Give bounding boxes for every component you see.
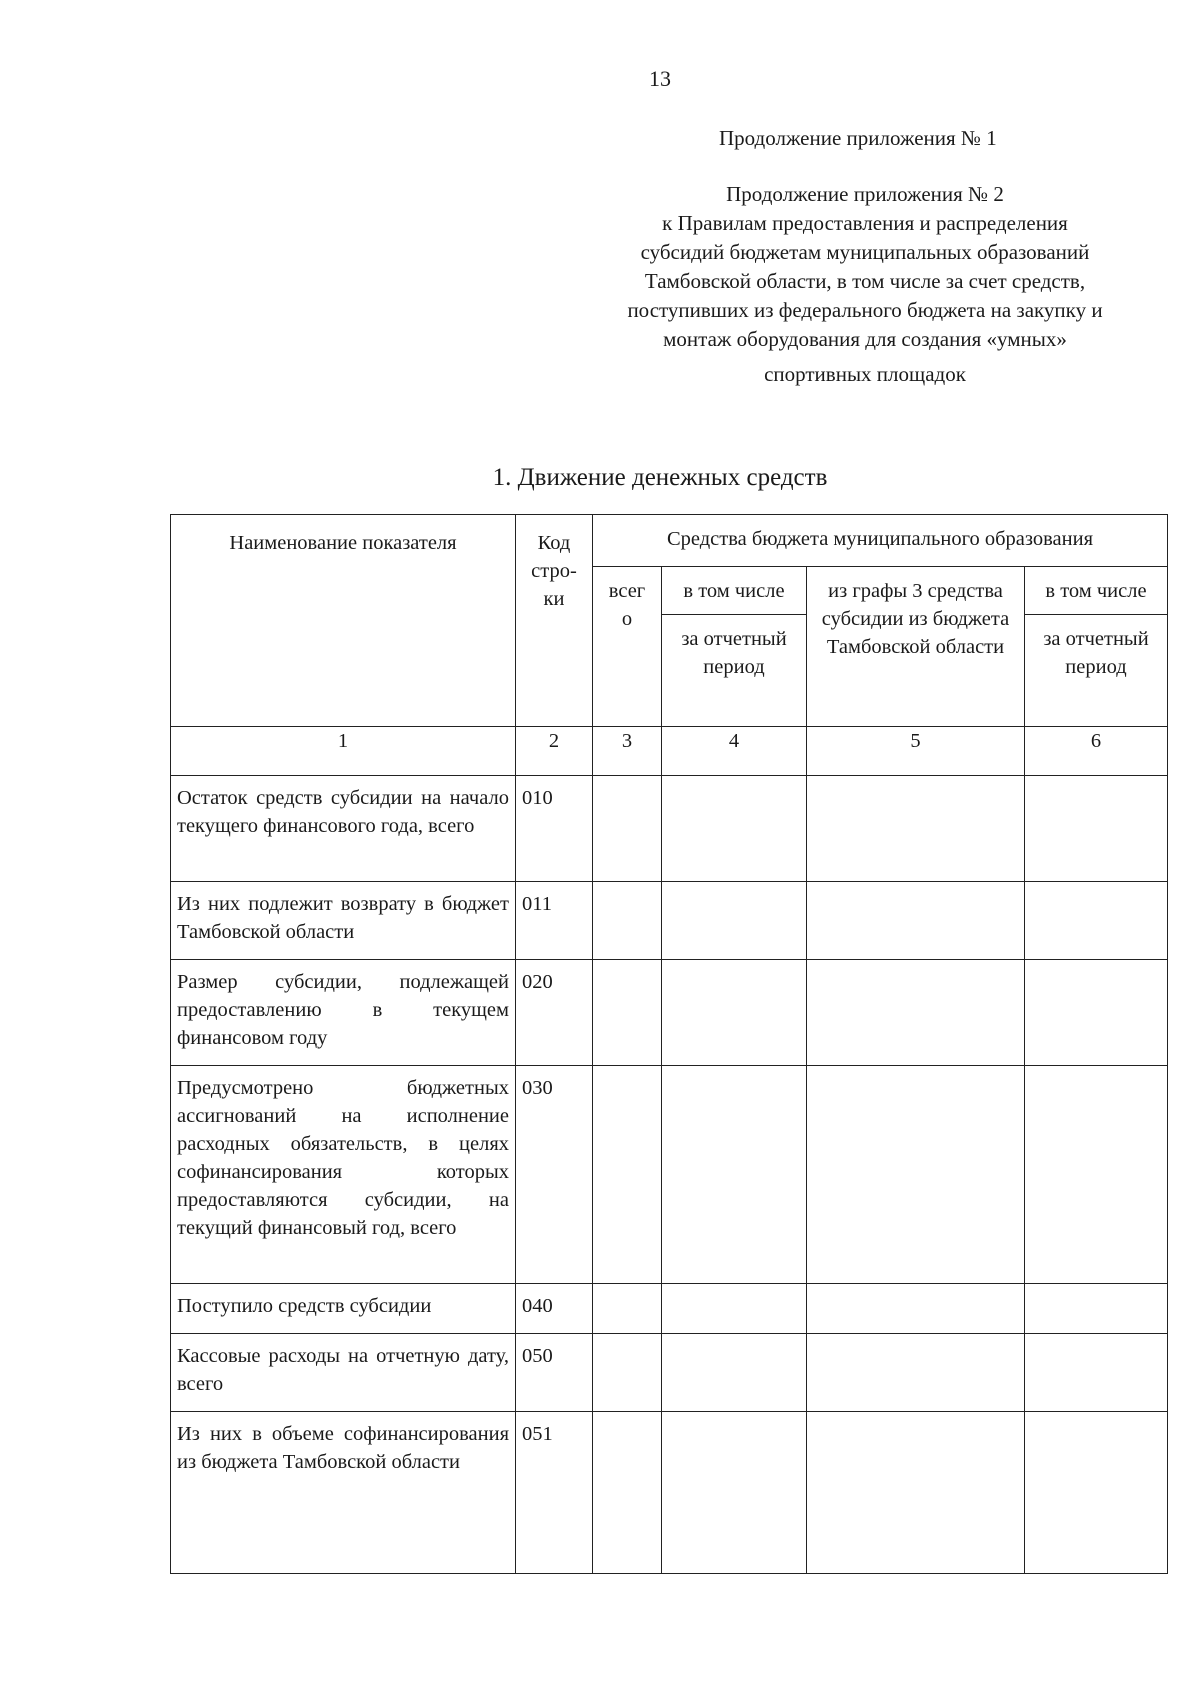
value-cell <box>662 1412 807 1574</box>
value-cell <box>593 1334 662 1412</box>
appendix-2-line: Продолжение приложения № 2 <box>726 182 1004 206</box>
value-cell <box>593 960 662 1066</box>
appendix-1-caption: Продолжение приложения № 1 <box>719 126 997 150</box>
value-cell <box>807 1284 1025 1334</box>
value-cell <box>593 1284 662 1334</box>
appendix-2-line: спортивных площадок <box>764 362 966 386</box>
header-municipal-budget: Средства бюджета муниципального образования <box>593 515 1168 567</box>
row-indicator-name: Размер субсидии, подлежащей предоставлению в текущем финансовом году <box>171 960 516 1066</box>
row-code: 020 <box>516 960 593 1066</box>
row-indicator-name: Кассовые расходы на отчетную дату, всего <box>171 1334 516 1412</box>
table-row <box>171 776 1168 882</box>
table-row <box>171 1412 1168 1574</box>
row-indicator-name: Поступило средств субсидии <box>171 1284 516 1334</box>
value-cell <box>807 1334 1025 1412</box>
value-cell <box>1025 1412 1168 1574</box>
table-row <box>171 1334 1168 1412</box>
value-cell <box>593 1412 662 1574</box>
table-row <box>171 882 1168 960</box>
appendix-2-line: Тамбовской области, в том числе за счет средств, <box>644 269 1086 293</box>
row-indicator-name: Остаток средств субсидии на начало текущего финансового года, всего <box>171 776 516 882</box>
value-cell <box>1025 960 1168 1066</box>
appendix-2-line: к Правилам предоставления и распределения <box>662 211 1068 235</box>
page-number: 13 <box>649 66 671 91</box>
value-cell <box>662 1284 807 1334</box>
row-indicator-name: Из них в объеме софинансирования из бюджета Тамбовской области <box>171 1412 516 1574</box>
appendix-2-caption <box>580 180 1150 389</box>
value-cell <box>1025 1066 1168 1284</box>
appendix-2-line: субсидий бюджетам муниципальных образований <box>640 240 1090 264</box>
header-subsidy-from-column-3: из графы 3 средства субсидии из бюджета Тамбовской области <box>807 567 1025 727</box>
header-including-2: в том числе <box>1025 567 1168 615</box>
table-row <box>171 1066 1168 1284</box>
appendix-2-line: монтаж оборудования для создания «умных» <box>663 327 1067 351</box>
row-code: 040 <box>516 1284 593 1334</box>
value-cell <box>807 882 1025 960</box>
value-cell <box>1025 1334 1168 1412</box>
header-for-period-2: за отчетный период <box>1025 615 1168 727</box>
row-indicator-name: Из них подлежит возврату в бюджет Тамбовской области <box>171 882 516 960</box>
column-number: 3 <box>593 727 662 776</box>
value-cell <box>593 776 662 882</box>
column-number: 1 <box>171 727 516 776</box>
value-cell <box>662 882 807 960</box>
section-title: 1. Движение денежных средств <box>492 464 828 491</box>
header-for-period-1: за отчетный период <box>662 615 807 727</box>
header-indicator-name: Наименование показателя <box>171 515 516 727</box>
value-cell <box>807 960 1025 1066</box>
value-cell <box>593 1066 662 1284</box>
column-number: 4 <box>662 727 807 776</box>
row-indicator-name: Предусмотрено бюджетных ассигнований на исполнение расходных обязательств, в целях софинансирования которых предоставляются субсидии, на текущий финансовый год, всего <box>171 1066 516 1284</box>
cash-flow-table <box>170 514 1168 1574</box>
header-total: всег о <box>593 567 662 727</box>
column-number: 2 <box>516 727 593 776</box>
table-row <box>171 960 1168 1066</box>
row-code: 030 <box>516 1066 593 1284</box>
row-code: 010 <box>516 776 593 882</box>
value-cell <box>662 1334 807 1412</box>
value-cell <box>1025 882 1168 960</box>
appendix-2-line: поступивших из федерального бюджета на закупку и <box>627 298 1103 322</box>
column-number: 6 <box>1025 727 1168 776</box>
value-cell <box>1025 776 1168 882</box>
value-cell <box>662 960 807 1066</box>
header-including-1: в том числе <box>662 567 807 615</box>
value-cell <box>593 882 662 960</box>
value-cell <box>807 776 1025 882</box>
value-cell <box>1025 1284 1168 1334</box>
row-code: 051 <box>516 1412 593 1574</box>
header-row-code: Код стро-ки <box>516 515 593 727</box>
table-row <box>171 1284 1168 1334</box>
value-cell <box>807 1066 1025 1284</box>
value-cell <box>662 1066 807 1284</box>
column-number-row <box>171 727 1168 776</box>
value-cell <box>662 776 807 882</box>
row-code: 011 <box>516 882 593 960</box>
column-number: 5 <box>807 727 1025 776</box>
row-code: 050 <box>516 1334 593 1412</box>
value-cell <box>807 1412 1025 1574</box>
